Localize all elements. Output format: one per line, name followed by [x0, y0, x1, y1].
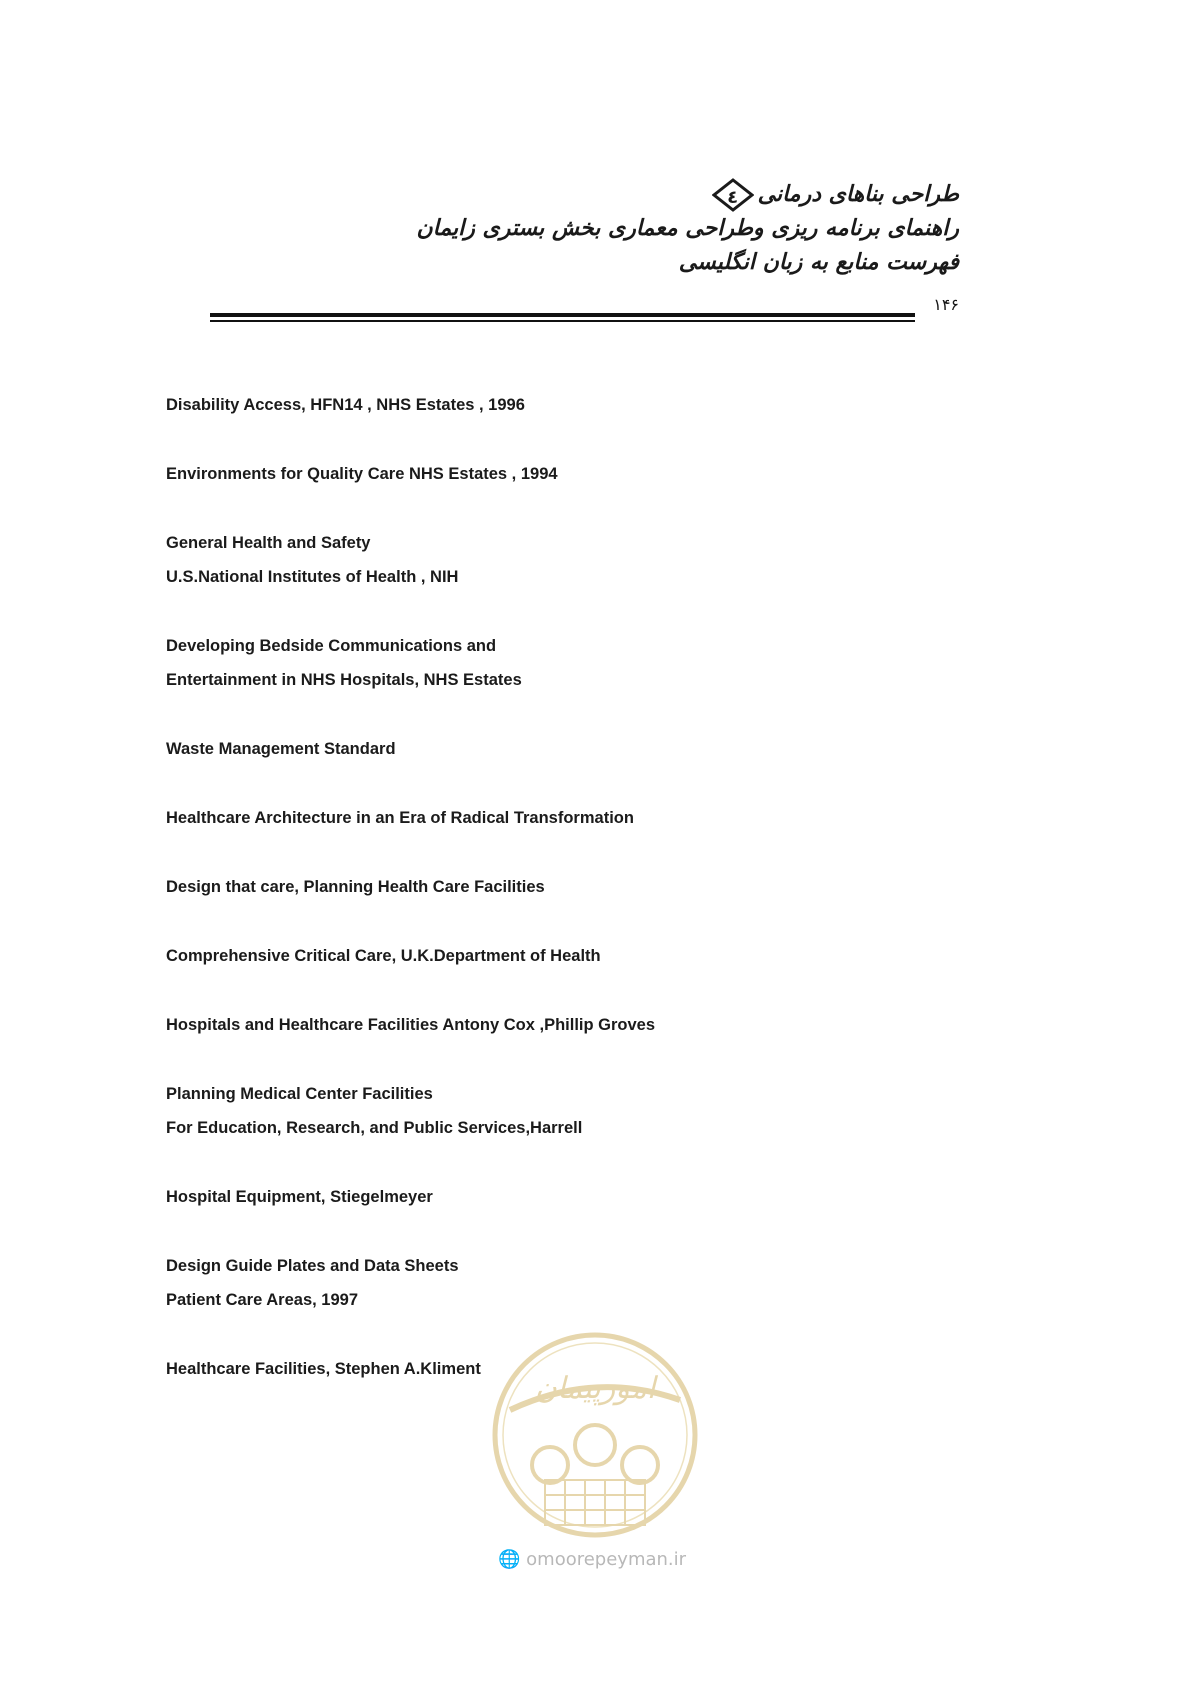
reference-line: Patient Care Areas, 1997: [166, 1291, 358, 1309]
globe-icon: 🌐: [498, 1549, 521, 1570]
reference-item: [166, 870, 866, 904]
svg-text:امورپیمان: امورپیمان: [534, 1371, 656, 1406]
reference-line: Waste Management Standard: [166, 740, 396, 758]
series-title: طراحی بناهای درمانی: [757, 182, 959, 207]
reference-line: Hospital Equipment, Stiegelmeyer: [166, 1188, 433, 1206]
header-line-3: فهرست منابع به زبان انگلیسی: [678, 250, 959, 275]
header-rule-thin: [210, 320, 915, 322]
reference-item: [166, 1008, 866, 1042]
reference-line: Planning Medical Center Facilities: [166, 1085, 433, 1103]
reference-item: [166, 526, 866, 594]
reference-line: Disability Access, HFN14 , NHS Estates , 1996: [166, 396, 525, 414]
reference-line: Healthcare Facilities, Stephen A.Kliment: [166, 1360, 481, 1378]
reference-item: [166, 1249, 866, 1317]
volume-badge: [712, 178, 754, 212]
volume-number: ٤: [727, 187, 739, 208]
reference-item: [166, 388, 866, 422]
page-header: [416, 178, 959, 280]
reference-line: Hospitals and Healthcare Facilities Antony Cox ,Phillip Groves: [166, 1016, 656, 1034]
header-line-2: راهنمای برنامه ریزی وطراحی معماری بخش بستری زایمان: [416, 216, 959, 241]
reference-line: Healthcare Architecture in an Era of Radical Transformation: [166, 809, 634, 827]
reference-line: For Education, Research, and Public Services,Harrell: [166, 1119, 583, 1137]
watermark-url: 🌐 omoorepeyman.ir: [498, 1549, 687, 1570]
reference-item: [166, 1180, 866, 1214]
reference-line: General Health and Safety: [166, 534, 371, 552]
reference-item: [166, 457, 866, 491]
reference-line: Entertainment in NHS Hospitals, NHS Estates: [166, 671, 522, 689]
reference-item: [166, 1077, 866, 1145]
reference-line: Design Guide Plates and Data Sheets: [166, 1257, 459, 1275]
reference-line: Environments for Quality Care NHS Estates , 1994: [166, 465, 558, 483]
reference-item: [166, 629, 866, 697]
reference-line: Design that care, Planning Health Care Facilities: [166, 878, 545, 896]
header-line-1: [416, 178, 959, 212]
reference-list: [166, 388, 866, 1421]
reference-line: Comprehensive Critical Care, U.K.Department of Health: [166, 947, 601, 965]
reference-item: [166, 732, 866, 766]
reference-item: [166, 801, 866, 835]
reference-line: U.S.National Institutes of Health , NIH: [166, 568, 459, 586]
reference-item: [166, 939, 866, 973]
page-number: ۱۴۶: [933, 295, 959, 314]
reference-line: Developing Bedside Communications and: [166, 637, 497, 655]
watermark-logo: [490, 1330, 700, 1540]
header-rule-thick: [210, 313, 915, 317]
